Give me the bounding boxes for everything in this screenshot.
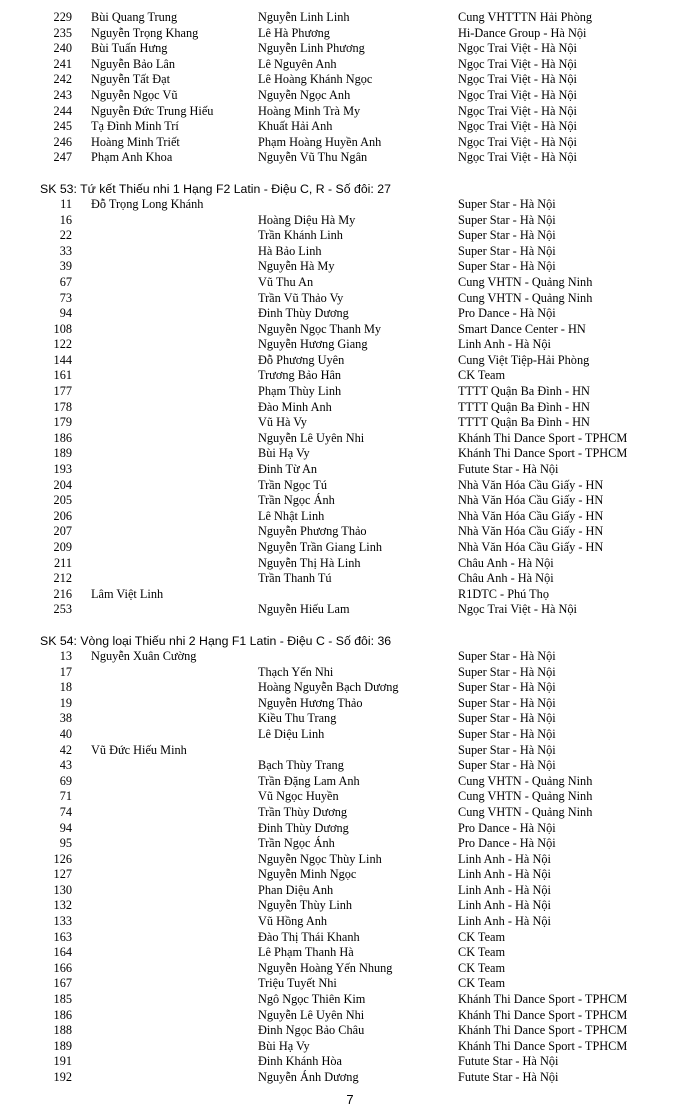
entry-number: 127 (53, 867, 72, 882)
entry-row (0, 509, 700, 525)
entry-number: 178 (53, 399, 72, 414)
male-dancer-name: Nguyễn Ngọc Vũ (91, 87, 178, 102)
female-dancer-name: Nguyễn Hương Giang (258, 337, 368, 352)
entry-number: 132 (53, 898, 72, 913)
entry-row (0, 665, 700, 681)
female-dancer-name: Nguyễn Ngọc Thanh My (258, 321, 382, 336)
female-dancer-name: Lê Nguyên Anh (258, 56, 337, 71)
entry-row (0, 26, 700, 42)
entry-row (0, 337, 700, 353)
male-dancer-name: Hoàng Minh Triết (91, 134, 180, 149)
entry-number: 204 (53, 477, 72, 492)
female-dancer-name: Vũ Hà Vy (258, 415, 307, 430)
female-dancer-name: Trần Ngọc Ánh (258, 836, 335, 851)
male-dancer-name: Nguyễn Xuân Cường (91, 648, 197, 663)
entry-row (0, 571, 700, 587)
club-name: Super Star - Hà Nội (458, 695, 556, 710)
entry-row (0, 696, 700, 712)
club-name: Ngọc Trai Việt - Hà Nội (458, 41, 577, 56)
entry-row (0, 930, 700, 946)
female-dancer-name: Nguyễn Lê Uyên Nhi (258, 430, 365, 445)
female-dancer-name: Nguyễn Minh Ngọc (258, 867, 357, 882)
female-dancer-name: Đinh Ngọc Bảo Châu (258, 1023, 365, 1038)
male-dancer-name: Bùi Tuấn Hưng (91, 41, 168, 56)
female-dancer-name: Nguyễn Hoàng Yến Nhung (258, 960, 393, 975)
female-dancer-name: Trần Khánh Linh (258, 228, 343, 243)
female-dancer-name: Phan Diệu Anh (258, 882, 334, 897)
entry-row (0, 898, 700, 914)
female-dancer-name: Lê Nhật Linh (258, 508, 325, 523)
club-name: Super Star - Hà Nội (458, 680, 556, 695)
entry-number: 185 (53, 992, 72, 1007)
document-page (0, 10, 700, 1086)
club-name: CK Team (458, 929, 506, 944)
entry-number: 189 (53, 446, 72, 461)
entry-number: 246 (53, 134, 72, 149)
female-dancer-name: Ngô Ngọc Thiên Kim (258, 992, 366, 1007)
male-dancer-name: Nguyễn Trọng Khang (91, 25, 199, 40)
entry-row (0, 867, 700, 883)
female-dancer-name: Nguyễn Trần Giang Linh (258, 540, 382, 554)
club-name: Ngọc Trai Việt - Hà Nội (458, 103, 577, 118)
entry-number: 130 (53, 882, 72, 897)
female-dancer-name: Lê Hoàng Khánh Ngọc (258, 72, 373, 87)
club-name: Khánh Thi Dance Sport - TPHCM (458, 1007, 628, 1022)
female-dancer-name: Bùi Hạ Vy (258, 446, 310, 461)
female-dancer-name: Bạch Thùy Trang (258, 758, 344, 773)
club-name: Khánh Thi Dance Sport - TPHCM (458, 446, 628, 461)
entry-row (0, 259, 700, 275)
club-name: Super Star - Hà Nội (458, 758, 556, 773)
entry-row (0, 587, 700, 603)
entry-row (0, 540, 700, 556)
entry-number: 186 (53, 1007, 72, 1022)
club-name: Super Star - Hà Nội (458, 664, 556, 679)
female-dancer-name: Phạm Hoàng Huyền Anh (258, 134, 382, 149)
entry-number: 243 (53, 87, 72, 102)
club-name: TTTT Quận Ba Đình - HN (458, 415, 590, 430)
entry-row (0, 135, 700, 151)
club-name: TTTT Quận Ba Đình - HN (458, 399, 590, 414)
club-name: Futute Star - Hà Nội (458, 1070, 559, 1084)
female-dancer-name: Nguyễn Lê Uyên Nhi (258, 1007, 365, 1022)
club-name: Linh Anh - Hà Nội (458, 867, 551, 882)
female-dancer-name: Nguyễn Linh Phương (258, 41, 365, 56)
club-name: Ngọc Trai Việt - Hà Nội (458, 72, 577, 87)
entry-row (0, 88, 700, 104)
female-dancer-name: Đinh Thùy Dương (258, 306, 349, 321)
male-dancer-name: Phạm Anh Khoa (91, 150, 173, 165)
female-dancer-name: Nguyễn Ánh Dương (258, 1070, 359, 1084)
sk54-entry-list (0, 649, 700, 1086)
entry-number: 94 (59, 306, 72, 321)
entry-row (0, 400, 700, 416)
entry-number: 33 (59, 243, 72, 258)
female-dancer-name: Đinh Khánh Hòa (258, 1054, 343, 1069)
entry-row (0, 322, 700, 338)
entry-number: 229 (53, 10, 72, 24)
entry-row (0, 462, 700, 478)
club-name: Cung VHTN - Quảng Ninh (458, 804, 593, 819)
club-name: Linh Anh - Hà Nội (458, 898, 551, 913)
entry-row (0, 945, 700, 961)
entry-row (0, 1039, 700, 1055)
sk53-entry-list (0, 197, 700, 618)
female-dancer-name: Đinh Thùy Dương (258, 820, 349, 835)
entry-number: 69 (59, 773, 72, 788)
female-dancer-name: Trương Bảo Hân (258, 368, 342, 383)
entry-row (0, 883, 700, 899)
female-dancer-name: Nguyễn Linh Linh (258, 10, 350, 24)
entry-number: 17 (59, 664, 72, 679)
entry-row (0, 758, 700, 774)
male-dancer-name: Đỗ Trọng Long Khánh (91, 196, 204, 211)
entry-number: 209 (53, 540, 72, 554)
entry-row (0, 353, 700, 369)
entry-number: 177 (53, 384, 72, 399)
female-dancer-name: Hoàng Nguyễn Bạch Dương (258, 680, 399, 695)
female-dancer-name: Đào Thị Thái Khanh (258, 929, 360, 944)
female-dancer-name: Triệu Tuyết Nhi (258, 976, 337, 991)
entry-row (0, 306, 700, 322)
male-dancer-name: Tạ Đình Minh Trí (91, 119, 179, 134)
entry-number: 235 (53, 25, 72, 40)
female-dancer-name: Hoàng Minh Trà My (258, 103, 361, 118)
entry-number: 192 (53, 1070, 72, 1084)
entry-number: 206 (53, 508, 72, 523)
club-name: Pro Dance - Hà Nội (458, 306, 556, 321)
entry-row (0, 602, 700, 618)
entry-row (0, 524, 700, 540)
entry-row (0, 976, 700, 992)
entry-number: 186 (53, 430, 72, 445)
female-dancer-name: Lê Phạm Thanh Hà (258, 945, 354, 960)
entry-row (0, 197, 700, 213)
female-dancer-name: Đinh Từ An (258, 462, 318, 477)
page-number: 7 (346, 1092, 354, 1107)
club-name: Hi-Dance Group - Hà Nội (458, 25, 587, 40)
female-dancer-name: Nguyễn Hiếu Lam (258, 602, 350, 617)
entry-row (0, 680, 700, 696)
female-dancer-name: Nguyễn Hà My (258, 259, 335, 274)
club-name: Futute Star - Hà Nội (458, 462, 559, 477)
entry-number: 40 (59, 726, 72, 741)
entry-row (0, 384, 700, 400)
entry-number: 18 (59, 680, 72, 695)
entry-number: 253 (53, 602, 72, 617)
entry-row (0, 821, 700, 837)
section-title-sk54: SK 54: Vòng loại Thiếu nhi 2 Hạng F1 Latin - Điệu C - Số đôi: 36 (40, 633, 392, 648)
entry-number: 144 (53, 352, 72, 367)
entry-number: 163 (53, 929, 72, 944)
entry-row (0, 961, 700, 977)
entry-number: 74 (59, 804, 72, 819)
club-name: Super Star - Hà Nội (458, 196, 556, 211)
entry-number: 188 (53, 1023, 72, 1038)
entry-row (0, 556, 700, 572)
entry-row (0, 914, 700, 930)
female-dancer-name: Đào Minh Anh (258, 399, 332, 414)
club-name: Nhà Văn Hóa Cầu Giấy - HN (458, 508, 604, 523)
entry-row (0, 275, 700, 291)
entry-number: 205 (53, 493, 72, 508)
female-dancer-name: Vũ Ngọc Huyền (258, 789, 339, 804)
club-name: Cung VHTN - Quảng Ninh (458, 789, 593, 804)
entry-number: 95 (59, 836, 72, 851)
entry-row (0, 493, 700, 509)
entry-number: 179 (53, 415, 72, 430)
entry-row (0, 774, 700, 790)
entry-row (0, 649, 700, 665)
entry-number: 211 (54, 555, 72, 570)
continued-entry-list (0, 10, 700, 166)
entry-row (0, 228, 700, 244)
entry-row (0, 446, 700, 462)
male-dancer-name: Nguyễn Tất Đạt (91, 72, 170, 87)
entry-number: 207 (53, 524, 72, 539)
entry-row (0, 1070, 700, 1086)
club-name: Cung VHTN - Quảng Ninh (458, 773, 593, 788)
club-name: Nhà Văn Hóa Cầu Giấy - HN (458, 477, 604, 492)
club-name: R1DTC - Phú Thọ (458, 586, 549, 601)
entry-row (0, 789, 700, 805)
entry-row (0, 1023, 700, 1039)
club-name: Cung Việt Tiệp-Hải Phòng (458, 352, 590, 367)
club-name: Super Star - Hà Nội (458, 726, 556, 741)
entry-number: 122 (53, 337, 72, 352)
male-dancer-name: Nguyễn Bảo Lân (91, 56, 176, 71)
female-dancer-name: Nguyễn Thị Hà Linh (258, 555, 361, 570)
club-name: Khánh Thi Dance Sport - TPHCM (458, 1023, 628, 1038)
club-name: CK Team (458, 960, 506, 975)
entry-number: 67 (59, 274, 72, 289)
entry-row (0, 57, 700, 73)
club-name: Khánh Thi Dance Sport - TPHCM (458, 992, 628, 1007)
entry-number: 241 (53, 56, 72, 71)
entry-row (0, 291, 700, 307)
female-dancer-name: Hà Bảo Linh (258, 243, 322, 258)
entry-number: 43 (59, 758, 72, 773)
entry-row (0, 836, 700, 852)
female-dancer-name: Nguyễn Thùy Linh (258, 898, 353, 913)
section-title-sk53: SK 53: Tứ kết Thiếu nhi 1 Hạng F2 Latin - Điệu C, R - Số đôi: 27 (40, 181, 391, 196)
club-name: Ngọc Trai Việt - Hà Nội (458, 56, 577, 71)
male-dancer-name: Lâm Việt Linh (91, 586, 164, 601)
female-dancer-name: Vũ Thu An (258, 274, 314, 289)
entry-number: 240 (53, 41, 72, 56)
club-name: Super Star - Hà Nội (458, 228, 556, 243)
club-name: CK Team (458, 976, 506, 991)
female-dancer-name: Hoàng Diệu Hà My (258, 212, 356, 227)
club-name: Super Star - Hà Nội (458, 243, 556, 258)
female-dancer-name: Trần Thanh Tú (258, 571, 332, 586)
entry-number: 244 (53, 103, 72, 118)
club-name: Khánh Thi Dance Sport - TPHCM (458, 430, 628, 445)
club-name: Cung VHTTTN Hải Phòng (458, 10, 593, 24)
club-name: Ngọc Trai Việt - Hà Nội (458, 150, 577, 165)
entry-row (0, 992, 700, 1008)
entry-number: 39 (59, 259, 72, 274)
entry-number: 161 (53, 368, 72, 383)
club-name: Khánh Thi Dance Sport - TPHCM (458, 1038, 628, 1053)
club-name: Ngọc Trai Việt - Hà Nội (458, 87, 577, 102)
entry-number: 13 (59, 648, 72, 663)
female-dancer-name: Nguyễn Ngọc Thùy Linh (258, 851, 382, 866)
entry-row (0, 415, 700, 431)
female-dancer-name: Trần Vũ Thảo Vy (258, 290, 344, 305)
entry-number: 108 (53, 321, 72, 336)
club-name: Linh Anh - Hà Nội (458, 851, 551, 866)
entry-number: 11 (60, 196, 72, 211)
female-dancer-name: Nguyễn Phương Thảo (258, 524, 367, 539)
entry-row (0, 41, 700, 57)
club-name: Linh Anh - Hà Nội (458, 337, 551, 352)
female-dancer-name: Trần Ngọc Ánh (258, 493, 335, 508)
female-dancer-name: Đỗ Phương Uyên (258, 352, 345, 367)
entry-number: 22 (59, 228, 72, 243)
entry-number: 164 (53, 945, 72, 960)
entry-number: 245 (53, 119, 72, 134)
entry-number: 19 (59, 695, 72, 710)
female-dancer-name: Nguyễn Vũ Thu Ngân (258, 150, 368, 165)
entry-row (0, 727, 700, 743)
club-name: Smart Dance Center - HN (458, 321, 586, 336)
male-dancer-name: Nguyễn Đức Trung Hiếu (91, 103, 214, 118)
club-name: Super Star - Hà Nội (458, 711, 556, 726)
club-name: CK Team (458, 945, 506, 960)
entry-number: 42 (59, 742, 72, 757)
entry-row (0, 1054, 700, 1070)
entry-row (0, 1008, 700, 1024)
female-dancer-name: Phạm Thùy Linh (258, 384, 342, 399)
club-name: Super Star - Hà Nội (458, 212, 556, 227)
club-name: Nhà Văn Hóa Cầu Giấy - HN (458, 524, 604, 539)
entry-number: 191 (53, 1054, 72, 1069)
club-name: Super Star - Hà Nội (458, 742, 556, 757)
club-name: Cung VHTN - Quảng Ninh (458, 274, 593, 289)
entry-number: 71 (59, 789, 72, 804)
club-name: Ngọc Trai Việt - Hà Nội (458, 134, 577, 149)
club-name: CK Team (458, 368, 506, 383)
club-name: Châu Anh - Hà Nội (458, 571, 554, 586)
club-name: Nhà Văn Hóa Cầu Giấy - HN (458, 540, 604, 554)
entry-row (0, 72, 700, 88)
club-name: Super Star - Hà Nội (458, 648, 556, 663)
entry-row (0, 852, 700, 868)
club-name: Pro Dance - Hà Nội (458, 836, 556, 851)
entry-number: 94 (59, 820, 72, 835)
entry-number: 166 (53, 960, 72, 975)
female-dancer-name: Trần Thùy Dương (258, 804, 348, 819)
male-dancer-name: Bùi Quang Trung (91, 10, 178, 24)
entry-row (0, 743, 700, 759)
club-name: Futute Star - Hà Nội (458, 1054, 559, 1069)
entry-number: 216 (53, 586, 72, 601)
entry-row (0, 150, 700, 166)
female-dancer-name: Trần Đặng Lam Anh (258, 773, 360, 788)
entry-row (0, 478, 700, 494)
club-name: Super Star - Hà Nội (458, 259, 556, 274)
entry-row (0, 244, 700, 260)
club-name: Cung VHTN - Quảng Ninh (458, 290, 593, 305)
club-name: Nhà Văn Hóa Cầu Giấy - HN (458, 493, 604, 508)
female-dancer-name: Vũ Hồng Anh (258, 914, 328, 929)
entry-number: 193 (53, 462, 72, 477)
entry-number: 73 (59, 290, 72, 305)
female-dancer-name: Trần Ngọc Tú (258, 477, 328, 492)
club-name: TTTT Quận Ba Đình - HN (458, 384, 590, 399)
entry-row (0, 368, 700, 384)
entry-number: 133 (53, 914, 72, 929)
entry-number: 38 (59, 711, 72, 726)
female-dancer-name: Nguyễn Hương Thảo (258, 695, 363, 710)
male-dancer-name: Vũ Đức Hiếu Minh (91, 742, 187, 757)
entry-number: 247 (53, 150, 72, 165)
club-name: Linh Anh - Hà Nội (458, 882, 551, 897)
entry-number: 16 (59, 212, 72, 227)
female-dancer-name: Khuất Hải Anh (258, 119, 333, 134)
club-name: Ngọc Trai Việt - Hà Nội (458, 119, 577, 134)
entry-number: 126 (53, 851, 72, 866)
entry-number: 167 (53, 976, 72, 991)
entry-number: 212 (53, 571, 72, 586)
entry-row (0, 711, 700, 727)
entry-row (0, 213, 700, 229)
female-dancer-name: Nguyễn Ngọc Anh (258, 87, 351, 102)
entry-number: 242 (53, 72, 72, 87)
female-dancer-name: Bùi Hạ Vy (258, 1038, 310, 1053)
female-dancer-name: Lê Hà Phương (258, 25, 330, 40)
entry-row (0, 104, 700, 120)
entry-row (0, 431, 700, 447)
female-dancer-name: Kiều Thu Trang (258, 711, 337, 726)
entry-row (0, 119, 700, 135)
entry-number: 189 (53, 1038, 72, 1053)
club-name: Ngọc Trai Việt - Hà Nội (458, 602, 577, 617)
club-name: Châu Anh - Hà Nội (458, 555, 554, 570)
club-name: Linh Anh - Hà Nội (458, 914, 551, 929)
female-dancer-name: Lê Diệu Linh (258, 726, 325, 741)
club-name: Pro Dance - Hà Nội (458, 820, 556, 835)
entry-row (0, 805, 700, 821)
female-dancer-name: Thạch Yến Nhi (258, 664, 334, 679)
entry-row (0, 10, 700, 26)
